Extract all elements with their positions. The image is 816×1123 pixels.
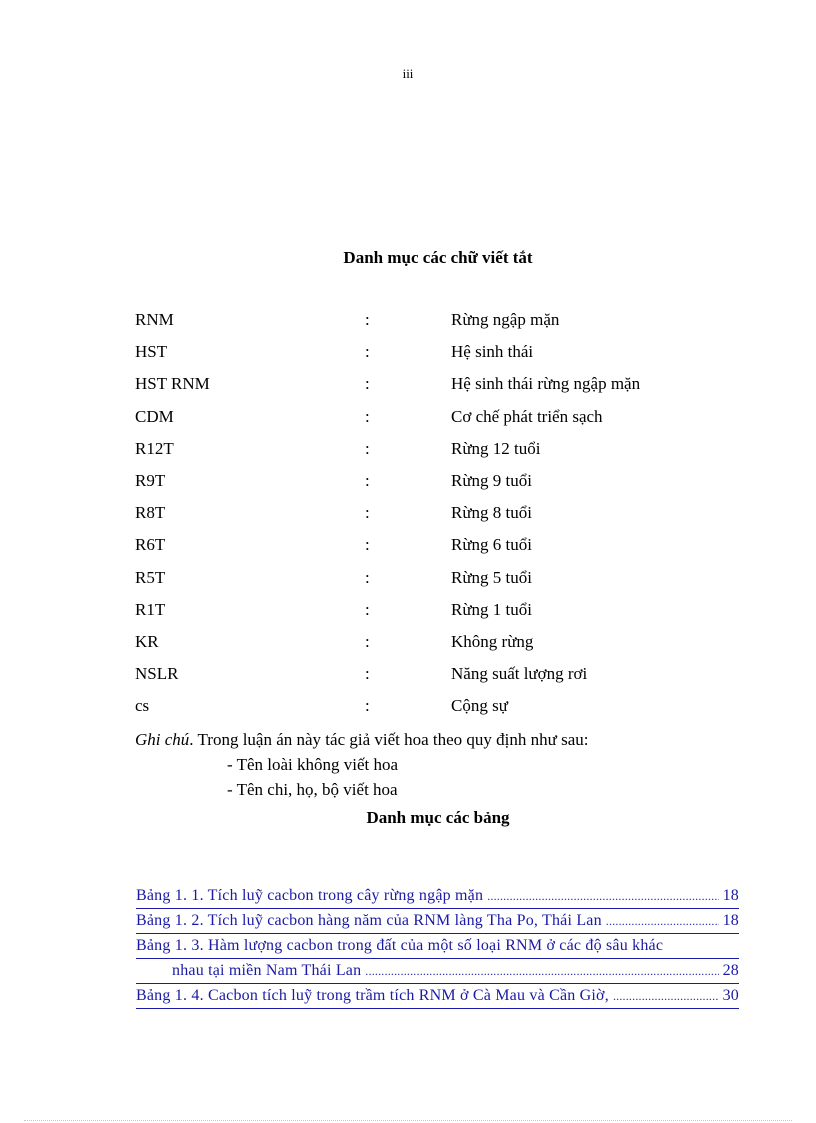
note-paragraph xyxy=(135,728,589,752)
abbreviation-separator: : xyxy=(365,631,370,651)
abbreviation-term: R9T xyxy=(135,470,166,490)
table-entry-page: 18 xyxy=(722,912,739,929)
abbreviation-separator: : xyxy=(365,342,370,362)
abbreviation-definition: Rừng 5 tuổi xyxy=(451,567,532,587)
abbreviation-row xyxy=(135,469,735,501)
rule-item: - Tên loài không viết hoa xyxy=(227,755,399,774)
abbreviation-definition: Rừng 1 tuổi xyxy=(451,599,532,619)
page-bottom-divider xyxy=(24,1120,792,1121)
abbreviation-term: R8T xyxy=(135,503,166,523)
table-entry-link[interactable] xyxy=(136,909,739,934)
abbreviation-row xyxy=(135,630,735,662)
abbreviation-definition: Rừng ngập mặn xyxy=(451,310,560,329)
abbreviation-separator: : xyxy=(365,535,370,555)
dot-leader xyxy=(365,959,718,983)
abbreviation-separator: : xyxy=(365,374,370,394)
table-entry-page: 28 xyxy=(722,962,739,979)
note-text: . Trong luận án này tác giả viết hoa theo quy định như sau: xyxy=(189,730,589,749)
table-entry-page: 30 xyxy=(722,987,739,1004)
abbreviation-separator: : xyxy=(365,567,370,587)
table-entry xyxy=(136,884,739,909)
abbreviation-row xyxy=(135,598,735,630)
abbreviation-row xyxy=(135,566,735,598)
dot-leader xyxy=(606,909,719,933)
abbreviation-definition: Rừng 6 tuổi xyxy=(451,535,532,555)
abbreviation-row xyxy=(135,372,735,404)
abbreviation-row xyxy=(135,694,735,726)
table-entry-link[interactable] xyxy=(136,984,739,1009)
table-entry-label: Bảng 1. 2. Tích luỹ cacbon hàng năm của RNM làng Tha Po, Thái Lan xyxy=(136,912,602,929)
abbreviation-row xyxy=(135,533,735,565)
abbreviation-term: R6T xyxy=(135,535,166,555)
abbreviation-definition: Rừng 8 tuổi xyxy=(451,503,532,523)
abbreviation-term: NSLR xyxy=(135,664,179,684)
abbreviation-definition: Hệ sinh thái xyxy=(451,342,534,362)
abbreviations-title: Danh mục các chữ viết tắt xyxy=(343,248,533,267)
abbreviation-term: R1T xyxy=(135,599,166,619)
abbreviation-term: HST xyxy=(135,342,168,362)
page-number: iii xyxy=(402,66,414,81)
abbreviation-row xyxy=(135,501,735,533)
rule-item: - Tên chi, họ, bộ viết hoa xyxy=(227,780,398,799)
tables-title: Danh mục các bảng xyxy=(366,808,510,827)
dot-leader xyxy=(487,884,718,908)
abbreviation-separator: : xyxy=(365,664,370,684)
abbreviation-separator: : xyxy=(365,696,370,716)
abbreviation-definition: Năng suất lượng rơi xyxy=(451,664,588,684)
abbreviation-definition: Rừng 9 tuổi xyxy=(451,470,532,490)
abbreviation-separator: : xyxy=(365,503,370,523)
table-entry-label: Bảng 1. 4. Cacbon tích luỹ trong trầm tích RNM ở Cà Mau và Cần Giờ, xyxy=(136,987,609,1004)
abbreviation-definition: Rừng 12 tuổi xyxy=(451,438,541,458)
abbreviation-row xyxy=(135,437,735,469)
abbreviation-definition: Cơ chế phát triển sạch xyxy=(451,406,603,426)
note-label: Ghi chú xyxy=(135,730,190,749)
abbreviation-separator: : xyxy=(365,406,370,426)
table-entry-label: Bảng 1. 1. Tích luỹ cacbon trong cây rừng ngập mặn xyxy=(136,887,484,904)
table-entry-label: Bảng 1. 3. Hàm lượng cacbon trong đất của một số loại RNM ở các độ sâu khác xyxy=(136,937,664,954)
abbreviation-term: KR xyxy=(135,631,159,651)
table-entry-link[interactable] xyxy=(136,959,739,984)
abbreviation-separator: : xyxy=(365,470,370,490)
abbreviation-term: cs xyxy=(135,696,150,716)
dot-leader xyxy=(613,984,719,1008)
table-entry xyxy=(136,984,739,1009)
abbreviation-separator: : xyxy=(365,310,370,329)
abbreviation-list xyxy=(135,308,735,726)
abbreviation-definition: Hệ sinh thái rừng ngập mặn xyxy=(451,374,641,394)
abbreviation-definition: Không rừng xyxy=(451,631,534,651)
table-entry xyxy=(136,934,739,984)
table-entry xyxy=(136,909,739,934)
table-entry-link[interactable] xyxy=(136,934,739,959)
table-entry-link[interactable] xyxy=(136,884,739,909)
abbreviation-row xyxy=(135,405,735,437)
abbreviation-term: R12T xyxy=(135,438,174,458)
table-entry-page: 18 xyxy=(722,887,739,904)
abbreviation-term: RNM xyxy=(135,310,174,329)
abbreviation-row xyxy=(135,340,735,372)
abbreviation-separator: : xyxy=(365,599,370,619)
table-entry-label: nhau tại miền Nam Thái Lan xyxy=(172,962,362,979)
abbreviation-separator: : xyxy=(365,438,370,458)
table-of-tables xyxy=(136,884,739,1009)
abbreviation-term: CDM xyxy=(135,406,174,426)
abbreviation-row xyxy=(135,308,735,340)
abbreviation-term: R5T xyxy=(135,567,166,587)
abbreviation-term: HST RNM xyxy=(135,374,210,394)
abbreviation-definition: Cộng sự xyxy=(451,696,508,716)
abbreviation-row xyxy=(135,662,735,694)
